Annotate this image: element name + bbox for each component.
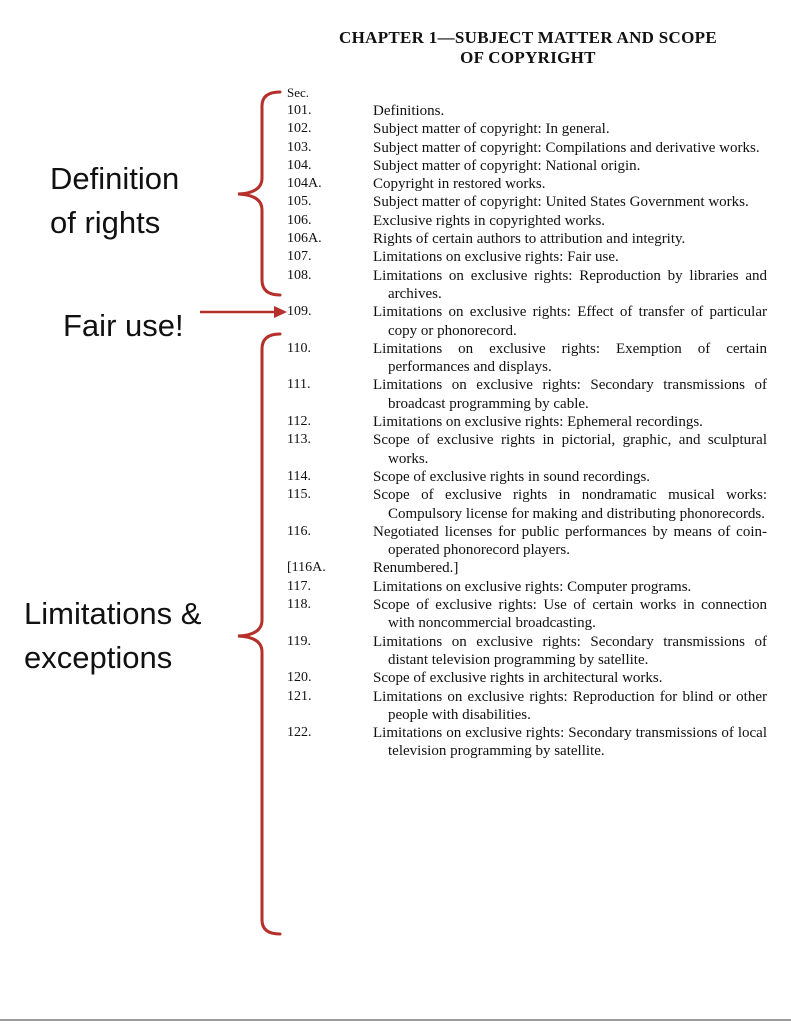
- section-row: [287, 303, 767, 340]
- section-number: 119.: [287, 633, 311, 649]
- section-number: 120.: [287, 670, 312, 686]
- section-title: Subject matter of copyright: In general.: [373, 121, 610, 138]
- section-number: [116A.: [287, 560, 326, 576]
- section-row: [287, 669, 767, 687]
- section-title: Limitations on exclusive rights: Exemption of certain performances and displays.: [373, 340, 767, 376]
- section-row: [287, 212, 767, 230]
- section-title: Definitions.: [373, 103, 445, 119]
- section-number: 113.: [287, 432, 311, 448]
- section-title: Renumbered.]: [373, 560, 459, 577]
- annotation-definition-line-1: Definition: [50, 161, 180, 196]
- section-title: Exclusive rights in copyrighted works.: [373, 212, 606, 229]
- section-title: Scope of exclusive rights in nondramatic musical works: Compulsory license for making and distributing phonorecords.: [373, 487, 767, 522]
- section-title: Scope of exclusive rights in architectural works.: [373, 670, 663, 687]
- section-number: 121.: [287, 688, 312, 704]
- chapter-title-line-2: OF COPYRIGHT: [460, 48, 596, 67]
- section-number: 101.: [287, 103, 312, 118]
- section-title: Limitations on exclusive rights: Fair use.: [373, 249, 619, 266]
- annotation-definition-of-rights: [50, 157, 179, 245]
- section-title: Limitations on exclusive rights: Reproduction for blind or other people with disabilities.: [373, 688, 767, 723]
- section-row: [287, 139, 767, 157]
- section-number: 104.: [287, 157, 312, 173]
- section-title: Limitations on exclusive rights: Ephemeral recordings.: [373, 414, 703, 431]
- sec-label: Sec.: [287, 85, 310, 100]
- section-number: 105.: [287, 194, 312, 210]
- section-row: [287, 157, 767, 175]
- section-title: Limitations on exclusive rights: Secondary transmissions of broadcast programming by cable.: [373, 377, 767, 412]
- section-title: Limitations on exclusive rights: Reproduction by libraries and archives.: [373, 267, 767, 302]
- section-number: 117.: [287, 578, 311, 594]
- section-row: [287, 688, 767, 725]
- section-number: 106A.: [287, 231, 322, 247]
- bottom-divider: [0, 1019, 791, 1021]
- section-number: 104A.: [287, 176, 322, 192]
- section-number: 112.: [287, 414, 311, 430]
- section-title: Limitations on exclusive rights: Secondary transmissions of distant television programming by satellite.: [373, 633, 767, 668]
- section-title: Copyright in restored works.: [373, 176, 546, 193]
- section-row: [287, 267, 767, 304]
- section-number: 106.: [287, 212, 312, 228]
- section-number: 108.: [287, 267, 312, 283]
- section-number: 118.: [287, 597, 311, 613]
- section-list: [287, 102, 767, 761]
- section-row: [287, 248, 767, 266]
- annotation-limitations-line-2: exceptions: [24, 640, 173, 675]
- annotation-definition-line-2: of rights: [50, 205, 161, 240]
- chapter-title-line-1: CHAPTER 1—SUBJECT MATTER AND SCOPE: [339, 28, 717, 47]
- section-title: Limitations on exclusive rights: Effect of transfer of particular copy or phonorecord.: [373, 304, 767, 339]
- section-number: 110.: [287, 340, 311, 356]
- curly-brace-definition: [238, 92, 280, 295]
- fair-use-arrow-head: [274, 306, 287, 318]
- section-row: [287, 486, 767, 523]
- section-number: 103.: [287, 139, 312, 155]
- section-row: [287, 596, 767, 633]
- section-row: [287, 633, 767, 670]
- section-row: [287, 376, 767, 413]
- section-title: Subject matter of copyright: United States Government works.: [373, 194, 749, 211]
- section-title: Scope of exclusive rights in pictorial, graphic, and sculptural works.: [373, 432, 767, 467]
- section-title: Rights of certain authors to attribution and integrity.: [373, 231, 686, 248]
- section-number: 102.: [287, 121, 312, 137]
- section-row: [287, 102, 767, 120]
- section-row: [287, 724, 767, 761]
- curly-brace-limitations: [238, 334, 280, 934]
- section-title: Subject matter of copyright: National origin.: [373, 157, 641, 174]
- section-row: [287, 193, 767, 211]
- annotation-limitations-exceptions: [24, 592, 201, 680]
- section-title: Subject matter of copyright: Compilations and derivative works.: [373, 139, 760, 156]
- section-number: 109.: [287, 304, 312, 320]
- section-row: [287, 413, 767, 431]
- section-number: 107.: [287, 249, 312, 265]
- section-number: 116.: [287, 523, 311, 539]
- section-number: 111.: [287, 377, 311, 393]
- annotation-fair-use: Fair use!: [63, 308, 184, 343]
- section-title: Scope of exclusive rights in sound recordings.: [373, 468, 651, 485]
- section-title: Limitations on exclusive rights: Computer programs.: [373, 578, 692, 595]
- section-row: [287, 523, 767, 560]
- section-row: [287, 340, 767, 377]
- chapter-title: [282, 28, 774, 68]
- section-number: 114.: [287, 468, 311, 484]
- section-title: Scope of exclusive rights: Use of certain works in connection with noncommercial broadcasting.: [373, 597, 767, 632]
- section-title: Limitations on exclusive rights: Secondary transmissions of local television programming by satellite.: [373, 725, 767, 760]
- section-row: [287, 578, 767, 596]
- section-number: 115.: [287, 487, 311, 503]
- annotation-limitations-line-1: Limitations &: [24, 596, 202, 631]
- section-row: [287, 230, 767, 248]
- section-row: [287, 559, 767, 577]
- section-number: 122.: [287, 725, 312, 741]
- section-row: [287, 175, 767, 193]
- section-row: [287, 120, 767, 138]
- section-title: Negotiated licenses for public performances by means of coin-operated phonorecord players.: [373, 523, 767, 559]
- section-row: [287, 468, 767, 486]
- section-row: [287, 431, 767, 468]
